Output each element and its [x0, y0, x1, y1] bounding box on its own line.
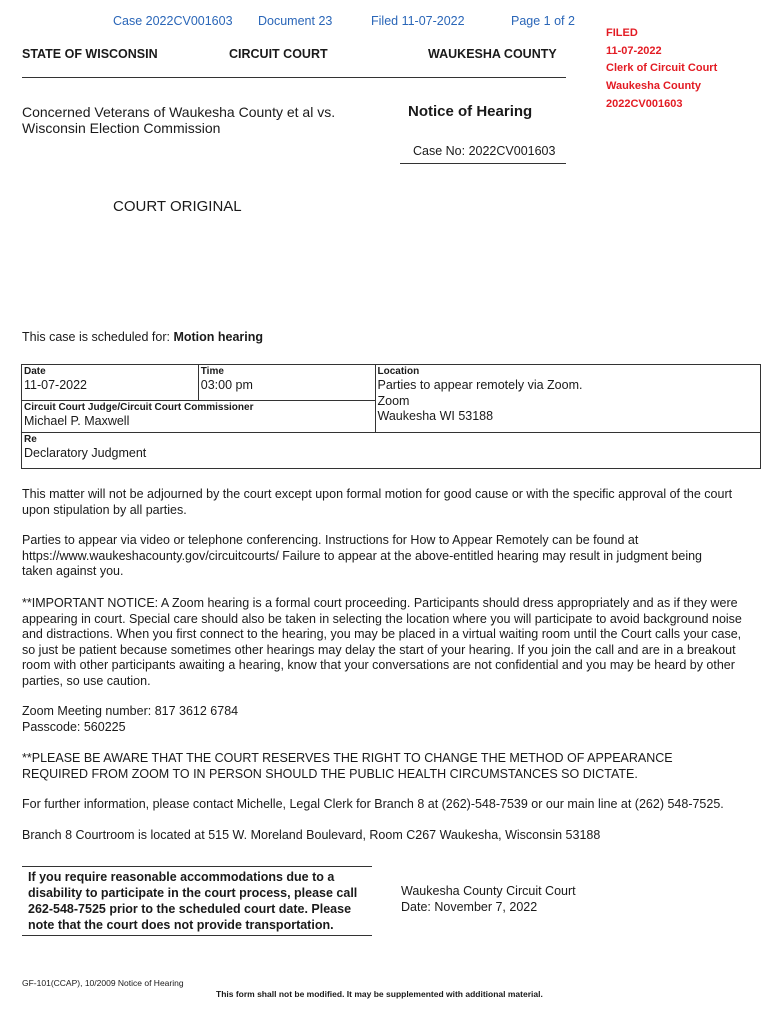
filed-date-link[interactable]: Filed 11-07-2022	[371, 14, 465, 28]
county-heading: WAUKESHA COUNTY	[428, 47, 557, 61]
judge-label: Circuit Court Judge/Circuit Court Commissioner	[24, 402, 254, 413]
accommodation-notice	[22, 866, 372, 936]
hearing-row-re	[22, 432, 761, 468]
zoom-meeting-number: Zoom Meeting number: 817 3612 6784	[22, 704, 239, 718]
form-number: GF-101(CCAP), 10/2009 Notice of Hearing	[22, 978, 184, 988]
page-count-link[interactable]: Page 1 of 2	[511, 14, 575, 28]
filed-stamp-case: 2022CV001603	[606, 98, 683, 110]
case-parties	[22, 104, 335, 136]
reserve-right-paragraph	[22, 751, 742, 782]
header-divider	[22, 77, 566, 78]
remote-appearance-paragraph	[22, 533, 742, 580]
filed-stamp	[606, 25, 717, 114]
zoom-details	[22, 704, 742, 735]
time-label: Time	[200, 366, 224, 377]
date-label: Date	[24, 366, 46, 377]
remote-line-1: Parties to appear via video or telephone conferencing. Instructions for How to Appear Remotely can be found at	[22, 533, 639, 547]
case-parties-plaintiff: Concerned Veterans of Waukesha County et al vs.	[22, 104, 336, 120]
hearing-type: Motion hearing	[173, 330, 264, 344]
re-value: Declaratory Judgment	[24, 445, 147, 460]
case-parties-defendant: Wisconsin Election Commission	[22, 120, 221, 136]
judge-cell	[22, 401, 376, 433]
time-cell	[198, 365, 375, 401]
state-heading: STATE OF WISCONSIN	[22, 47, 158, 61]
case-number-underline	[400, 163, 566, 164]
document-title: Notice of Hearing	[408, 103, 533, 120]
zoom-passcode: Passcode: 560225	[22, 719, 126, 734]
location-line-2: Zoom	[377, 393, 410, 408]
re-cell	[22, 432, 761, 468]
case-number: Case No: 2022CV001603	[413, 144, 556, 158]
form-modification-notice: This form shall not be modified. It may be supplemented with additional material.	[216, 989, 543, 999]
hearing-row-main	[22, 365, 761, 401]
case-number-link[interactable]: Case 2022CV001603	[113, 14, 233, 28]
signature-block	[401, 883, 576, 915]
accommodation-line-3: 262-548-7525 prior to the scheduled court date. Please	[28, 902, 352, 916]
location-cell	[375, 365, 760, 433]
reserve-line-2: REQUIRED FROM ZOOM TO IN PERSON SHOULD THE PUBLIC HEALTH CIRCUMSTANCES SO DICTATE.	[22, 766, 638, 781]
location-line-1: Parties to appear remotely via Zoom.	[377, 378, 583, 392]
accommodation-line-4: note that the court does not provide transportation.	[28, 918, 334, 932]
location-line-3: Waukesha WI 53188	[377, 409, 494, 423]
reserve-line-1: **PLEASE BE AWARE THAT THE COURT RESERVES THE RIGHT TO CHANGE THE METHOD OF APPEARANCE	[22, 751, 673, 765]
filed-stamp-clerk: Clerk of Circuit Court	[606, 62, 718, 74]
location-label: Location	[377, 366, 420, 377]
date-cell	[22, 365, 199, 401]
court-heading: CIRCUIT COURT	[229, 47, 328, 61]
filed-stamp-label: FILED	[606, 27, 638, 39]
accommodation-line-1: If you require reasonable accommodations due to a	[28, 870, 335, 884]
scheduled-prefix: This case is scheduled for:	[22, 330, 174, 344]
scheduled-line	[22, 330, 263, 344]
adjournment-paragraph: This matter will not be adjourned by the court except upon formal motion for good cause or with the specific approval of the court upon stipulation by all parties.	[22, 487, 733, 517]
remote-line-2: https://www.waukeshacounty.gov/circuitcourts/ Failure to appear at the above-entitled hearing may result in judgment being	[22, 548, 702, 563]
important-notice-paragraph: **IMPORTANT NOTICE: A Zoom hearing is a formal court proceeding. Participants should dress appropriately and as if they were appearing in court. Special care should also be taken in selecting the location where you will participate to avoid background noise and distractions. When you first connect to the hearing, you may be placed in a virtual waiting room until the Court calls your case, so just be patient because sometimes other hearings may delay the start of your hearing. If you join the call and are in a breakout room with other participants awaiting a hearing, know that your conversations are not confidential and you may be heard by other parties, so use caution.	[22, 596, 742, 688]
filed-stamp-county: Waukesha County	[606, 79, 701, 92]
document-number-link[interactable]: Document 23	[258, 14, 333, 28]
judge-value: Michael P. Maxwell	[24, 414, 130, 428]
hearing-details-table	[21, 364, 761, 469]
signature-court: Waukesha County Circuit Court	[401, 884, 576, 898]
time-value: 03:00 pm	[200, 378, 253, 392]
contact-paragraph: For further information, please contact Michelle, Legal Clerk for Branch 8 at (262)-548-7539 or our main line at (262) 548-7525.	[22, 797, 724, 811]
signature-date: Date: November 7, 2022	[401, 900, 538, 914]
courtroom-location: Branch 8 Courtroom is located at 515 W. Moreland Boulevard, Room C267 Waukesha, Wisconsin 53188	[22, 828, 601, 842]
filed-stamp-date: 11-07-2022	[606, 44, 662, 57]
remote-line-3: taken against you.	[22, 564, 124, 579]
accommodation-line-2: disability to participate in the court process, please call	[28, 886, 358, 900]
date-value: 11-07-2022	[24, 378, 88, 392]
re-label: Re	[24, 433, 37, 445]
court-original-label: COURT ORIGINAL	[113, 198, 242, 215]
